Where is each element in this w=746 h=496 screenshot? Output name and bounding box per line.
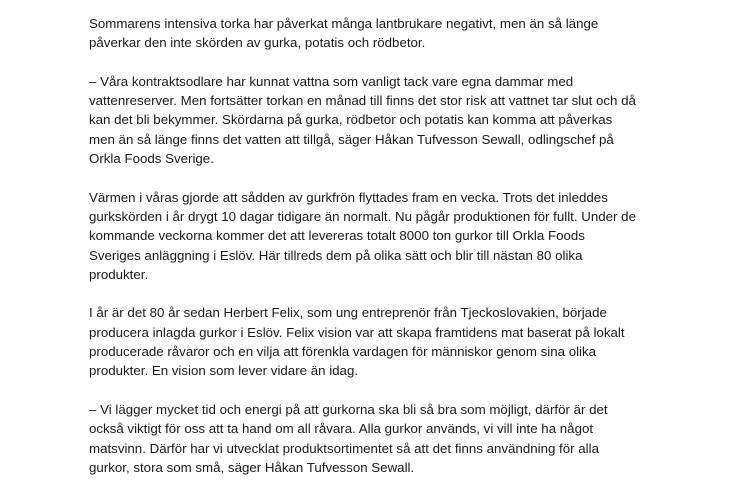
text-line: också viktigt för oss att ta hand om all råvara. Alla gurkor används, vi vill inte ha något — [89, 421, 594, 437]
paragraph-history — [89, 303, 721, 380]
text-line: produkter. — [89, 266, 149, 282]
paragraph-quote-waste — [89, 400, 721, 477]
paragraph-quote-irrigation — [89, 72, 721, 168]
text-line: gurkor, stora som små, säger Håkan Tufvesson Sewall. — [89, 459, 415, 475]
text-line: kan det bli bekymmer. Skördarna på gurka, rödbetor och potatis kan komma att påverkas — [89, 112, 613, 128]
text-line: vattenreserver. Men fortsätter torkan en månad till finns det stor risk att vattnet tar slut och då — [89, 93, 636, 109]
paragraph-harvest — [89, 188, 721, 284]
text-line: matsvinn. Därför har vi utvecklat produktsortimentet så att det finns användning för alla — [89, 440, 599, 456]
text-line: producera inlagda gurkor i Eslöv. Felix vision var att skapa framtidens mat baserat på lokalt — [89, 324, 625, 340]
document-body — [89, 14, 721, 496]
text-line: kommande veckorna kommer det att levereras totalt 8000 ton gurkor till Orkla Foods — [89, 228, 585, 244]
text-line: gurkskörden i år drygt 10 dagar tidigare än normalt. Nu pågår produktionen för fullt. Under de — [89, 208, 636, 224]
text-line: Värmen i våras gjorde att sådden av gurkfrön flyttades fram en vecka. Trots det inleddes — [89, 189, 608, 205]
text-line: Sveriges anläggning i Eslöv. Här tillreds dem på olika sätt och blir till nästan 80 olika — [89, 247, 583, 263]
text-line: producerade råvaror och en vilja att förenkla vardagen för människor genom sina olika — [89, 344, 597, 360]
text-line: – Våra kontraktsodlare har kunnat vattna som vanligt tack vare egna dammar med — [89, 73, 574, 89]
paragraph-intro — [89, 14, 721, 53]
text-line: produkter. En vision som lever vidare än idag. — [89, 363, 359, 379]
text-line: I år är det 80 år sedan Herbert Felix, som ung entreprenör från Tjeckoslovakien, började — [89, 305, 607, 321]
text-line: Sommarens intensiva torka har påverkat många lantbrukare negativt, men än så länge — [89, 16, 599, 31]
text-line: – Vi lägger mycket tid och energi på att gurkorna ska bli så bra som möjligt, därför är det — [89, 401, 608, 417]
text-line: men än så länge finns det vatten att tillgå, säger Håkan Tufvesson Sewall, odlingschef på — [89, 131, 614, 147]
text-line: Orkla Foods Sverige. — [89, 151, 214, 167]
text-line: påverkar den inte skörden av gurka, potatis och rödbetor. — [89, 35, 426, 51]
